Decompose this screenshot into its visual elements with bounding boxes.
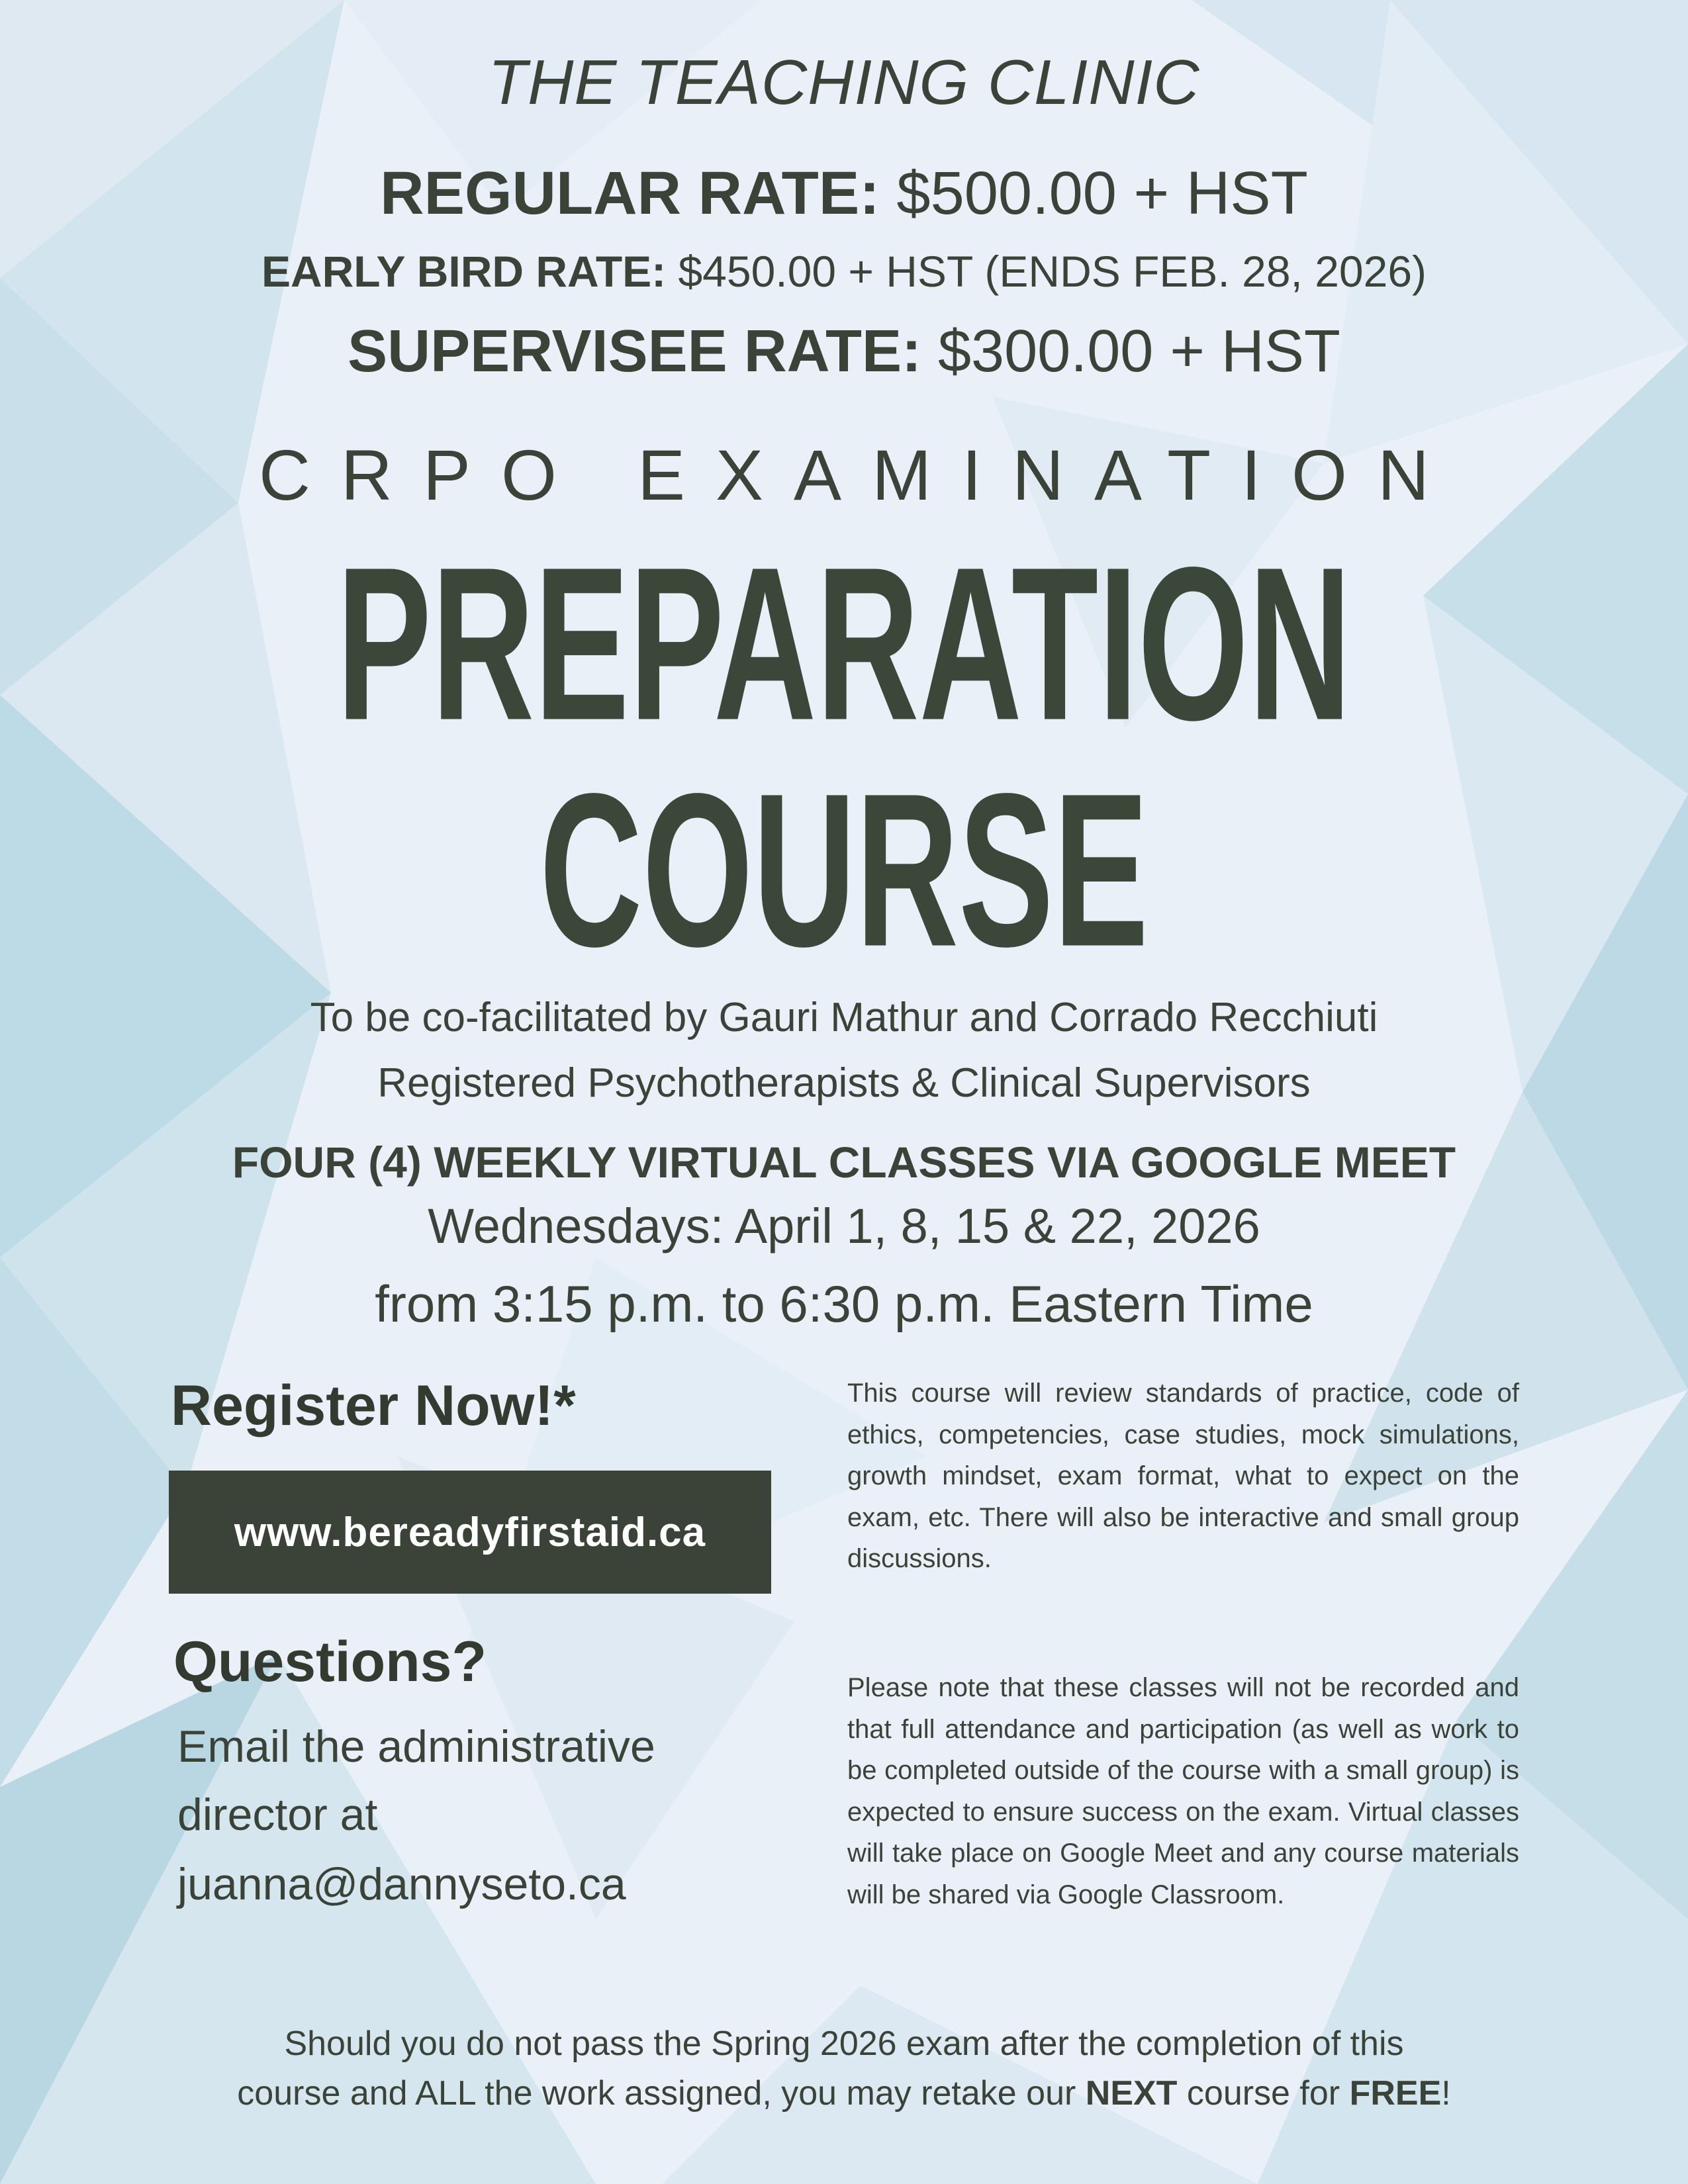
supervisee-rate-label: SUPERVISEE RATE:	[348, 318, 921, 385]
class-times: from 3:15 p.m. to 6:30 p.m. Eastern Time	[375, 1275, 1313, 1333]
registration-url-link[interactable]: www.bereadyfirstaid.ca	[169, 1471, 771, 1594]
early-bird-rate-value: $450.00 + HST (ENDS FEB. 28, 2026)	[666, 247, 1427, 296]
guarantee-free-emphasis: FREE	[1349, 2074, 1442, 2113]
questions-heading: Questions?	[173, 1630, 487, 1694]
supervisee-rate	[0, 318, 1688, 386]
guarantee-text-e: !	[1441, 2074, 1451, 2113]
facilitators-line: To be co-facilitated by Gauri Mathur and Corrado Recchiuti	[310, 995, 1378, 1040]
guarantee-text-a: course and ALL the work assigned, you may retake our	[237, 2074, 1086, 2113]
early-bird-rate	[0, 246, 1688, 296]
organization-name: THE TEACHING CLINIC	[488, 47, 1200, 118]
facilitators-credentials: Registered Psychotherapists & Clinical Supervisors	[377, 1060, 1311, 1106]
contact-email-link[interactable]: juanna@dannyseto.ca	[177, 1859, 626, 1909]
early-bird-rate-label: EARLY BIRD RATE:	[261, 247, 667, 296]
title-line-crpo-examination: CRPO EXAMINATION	[258, 435, 1460, 515]
guarantee-next-emphasis: NEXT	[1085, 2074, 1178, 2113]
regular-rate	[0, 159, 1688, 228]
guarantee-text-c: course for	[1177, 2074, 1350, 2113]
course-description-paragraph: This course will review standards of practice, code of ethics, competencies, case studies, mock simulations, growth mindset, exam format, what to expect on the exam, etc. There will also be interactive and small group discussions.	[847, 1379, 1519, 1574]
class-dates: Wednesdays: April 1, 8, 15 & 22, 2026	[428, 1199, 1260, 1253]
title-line-course: COURSE	[539, 748, 1149, 992]
class-format: FOUR (4) WEEKLY VIRTUAL CLASSES VIA GOOGLE MEET	[232, 1138, 1456, 1187]
contact-line-2: director at	[177, 1790, 378, 1840]
guarantee-line-1: Should you do not pass the Spring 2026 exam after the completion of this	[284, 2025, 1404, 2063]
supervisee-rate-value: $300.00 + HST	[921, 318, 1340, 385]
title-line-preparation: PREPARATION	[336, 522, 1352, 766]
attendance-note-paragraph: Please note that these classes will not be recorded and that full attendance and participation (as well as work to be completed outside of the course with a small group) is expected to ensure success on the exam. Virtual classes will take place on Google Meet and any course materials will be shared via Google Classroom.	[847, 1673, 1519, 1909]
contact-line-1: Email the administrative	[177, 1721, 655, 1772]
regular-rate-label: REGULAR RATE:	[380, 159, 880, 227]
register-heading: Register Now!*	[171, 1374, 576, 1437]
guarantee-line-2	[0, 2073, 1688, 2113]
regular-rate-value: $500.00 + HST	[879, 159, 1308, 227]
